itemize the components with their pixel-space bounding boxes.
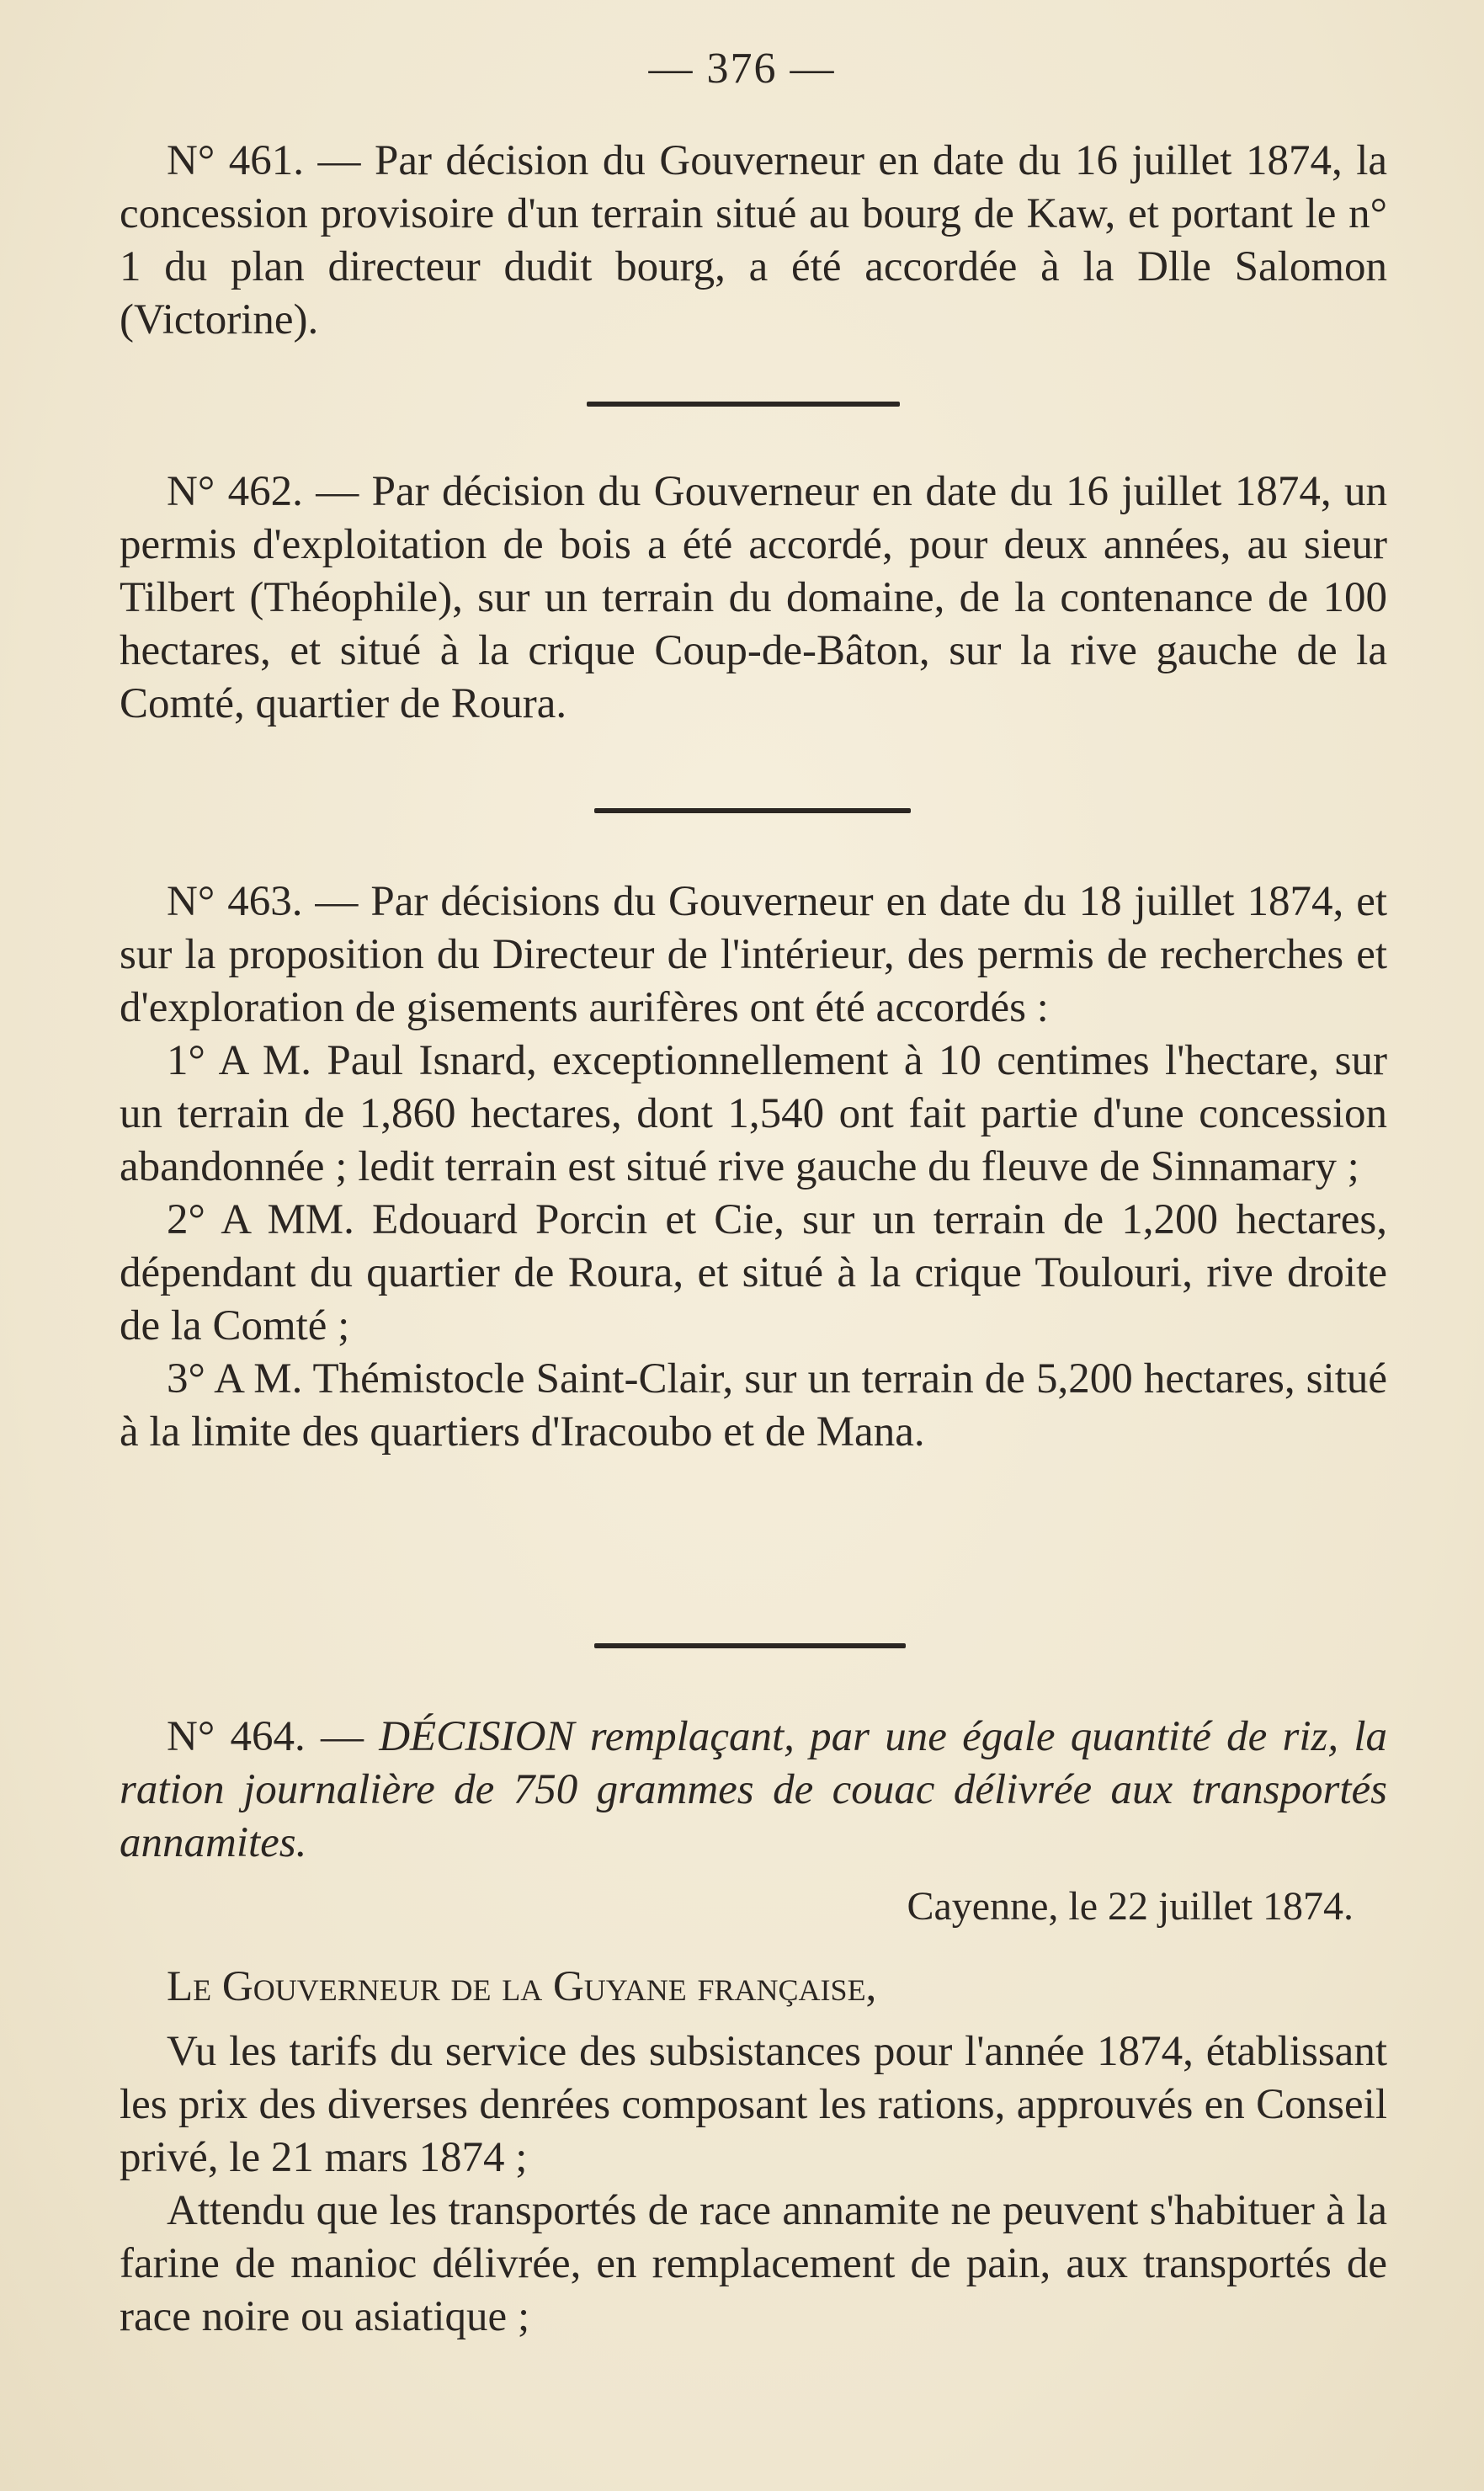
entry-464-gouverneur: Le Gouverneur de la Guyane française, bbox=[167, 1963, 877, 2010]
entry-464-attendu: Attendu que les transportés de race annamite ne peuvent s'habituer à la farine de manioc délivrée, en remplacement de pain, aux transportés de race noire ou asiatique ; bbox=[120, 2187, 1387, 2340]
entry-463 bbox=[120, 876, 1387, 1459]
entry-464-number: N° 464. — bbox=[167, 1713, 364, 1760]
entry-464-vu: Vu les tarifs du service des subsistances pour l'année 1874, établissant les prix des diverses denrées composant les rations, approuvés en Conseil privé, le 21 mars 1874 ; bbox=[120, 2028, 1387, 2181]
entry-462-text: N° 462. — Par décision du Gouverneur en date du 16 juillet 1874, un permis d'exploitation de bois a été accordé, pour deux années, au sieur Tilbert (Théophile), sur un terrain du domaine, de la contenance de 100 hectares, et situé à la crique Coup-de-Bâton, sur la rive gauche de la Comté, quartier de Roura. bbox=[120, 468, 1387, 727]
entry-461-text: N° 461. — Par décision du Gouverneur en date du 16 juillet 1874, la concession provisoire d'un terrain situé au bourg de Kaw, et portant le n° 1 du plan directeur dudit bourg, a été accordée à la Dlle Salomon (Victorine). bbox=[120, 137, 1387, 343]
entry-463-item-3: 3° A M. Thémistocle Saint-Clair, sur un terrain de 5,200 hectares, situé à la limite des quartiers d'Iracoubo et de Mana. bbox=[120, 1355, 1387, 1456]
entry-463-item-2: 2° A MM. Edouard Porcin et Cie, sur un terrain de 1,200 hectares, dépendant du quartier de Roura, et situé à la crique Toulouri, rive droite de la Comté ; bbox=[120, 1196, 1387, 1349]
section-divider bbox=[587, 402, 900, 407]
page-number: — 376 — bbox=[648, 45, 836, 93]
entry-464 bbox=[120, 1711, 1387, 2344]
entry-463-item-1: 1° A M. Paul Isnard, exceptionnellement à 10 centimes l'hectare, sur un terrain de 1,860 hectares, dont 1,540 ont fait partie d'une concession abandonnée ; ledit terrain est situé rive gauche du fleuve de Sinnamary ; bbox=[120, 1037, 1387, 1190]
section-divider bbox=[594, 1643, 906, 1648]
entry-462 bbox=[120, 466, 1387, 731]
section-divider bbox=[594, 808, 911, 813]
entry-463-intro: N° 463. — Par décisions du Gouverneur en date du 18 juillet 1874, et sur la proposition du Directeur de l'intérieur, des permis de recherches et d'exploration de gisements aurifères ont été accordés : bbox=[120, 878, 1387, 1031]
entry-464-date: Cayenne, le 22 juillet 1874. bbox=[907, 1884, 1354, 1929]
entry-461 bbox=[120, 135, 1387, 347]
entry-464-title: DÉCISION remplaçant, par une égale quantité de riz, la ration journalière de 750 grammes de couac délivrée aux transportés annamites. bbox=[120, 1713, 1388, 1866]
entry-464-heading bbox=[120, 1711, 1387, 1870]
